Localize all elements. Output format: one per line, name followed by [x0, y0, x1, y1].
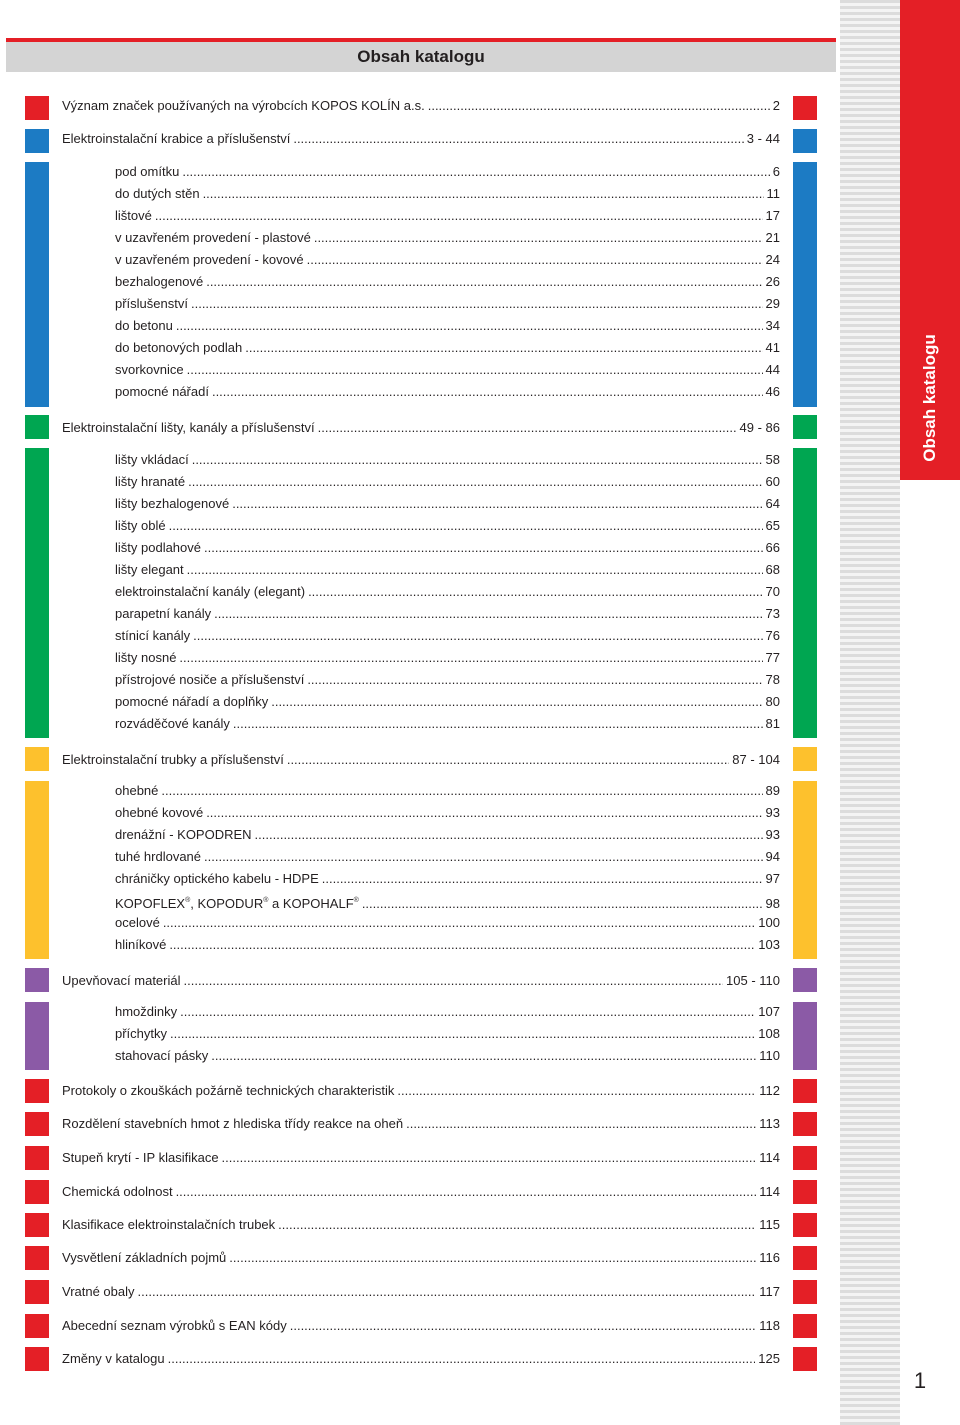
toc-page: 114 [759, 1150, 780, 1165]
toc-page: 34 [765, 318, 780, 333]
toc-subentry-label: stínicí kanály [115, 628, 191, 643]
toc-entry[interactable] [62, 1082, 780, 1100]
toc-leader-dots [176, 317, 763, 335]
toc-leader-dots [204, 848, 763, 866]
toc-section-title: Elektroinstalační lišty, kanály a příslušenství [62, 420, 315, 435]
toc-entry-title: Rozdělení stavebních hmot z hlediska třídy reakce na oheň [62, 1116, 404, 1131]
toc-page: 2 [772, 98, 780, 113]
toc-subentry-label: pod omítku [115, 164, 180, 179]
toc-page: 115 [759, 1217, 780, 1232]
toc-leader-dots [322, 870, 763, 888]
toc-subentry-label: lišty oblé [115, 518, 166, 533]
marker-right-yellow-header [793, 747, 817, 771]
toc-page: 77 [765, 650, 780, 665]
registered-mark: ® [353, 897, 359, 904]
toc-leader-dots [138, 1283, 757, 1301]
toc-page: 44 [765, 362, 780, 377]
toc-leader-dots [362, 895, 763, 913]
toc-page: 113 [759, 1116, 780, 1131]
toc-leader-dots [206, 804, 762, 822]
marker-left-red [25, 1079, 49, 1103]
label-part: a KOPOHALF [268, 896, 354, 911]
toc-page: 117 [759, 1284, 780, 1299]
toc-subentry-label: hliníkové [115, 937, 167, 952]
toc-entry[interactable] [62, 1249, 780, 1267]
toc-subentry-label: do betonu [115, 318, 173, 333]
toc-section-listy[interactable] [62, 419, 780, 437]
toc-leader-dots [307, 671, 762, 689]
toc-subentry[interactable] [115, 251, 780, 269]
marker-right-blue-header [793, 129, 817, 153]
toc-subentry[interactable] [115, 473, 780, 491]
side-stripe-decoration [840, 0, 900, 1425]
toc-subentry[interactable] [115, 782, 780, 800]
toc-page: 112 [759, 1083, 780, 1098]
marker-left-red [25, 1180, 49, 1204]
toc-subentry[interactable] [115, 1025, 780, 1043]
toc-leader-dots [397, 1082, 756, 1100]
toc-subentry[interactable] [115, 892, 780, 910]
toc-page: 125 [758, 1351, 780, 1366]
toc-leader-dots [222, 1149, 757, 1167]
page-title: Obsah katalogu [357, 47, 485, 66]
toc-section-krabice[interactable] [62, 130, 780, 148]
toc-leader-dots [169, 517, 763, 535]
toc-leader-dots [170, 1025, 755, 1043]
toc-subentry[interactable] [115, 539, 780, 557]
toc-subentry[interactable] [115, 317, 780, 335]
toc-page: 21 [765, 230, 780, 245]
toc-entry[interactable] [62, 1283, 780, 1301]
toc-subentry-label: lišty bezhalogenové [115, 496, 230, 511]
toc-leader-dots [203, 185, 764, 203]
toc-page: 81 [765, 716, 780, 731]
toc-subentry[interactable] [115, 804, 780, 822]
marker-right-red [793, 96, 817, 120]
toc-page: 29 [765, 296, 780, 311]
toc-page: 70 [765, 584, 780, 599]
toc-page: 64 [765, 496, 780, 511]
toc-subentry-label: do betonových podlah [115, 340, 243, 355]
toc-subentry[interactable] [115, 1003, 780, 1021]
registered-mark: ® [263, 897, 269, 904]
marker-right-red [793, 1314, 817, 1338]
toc-page: 26 [765, 274, 780, 289]
toc-subentry[interactable] [115, 207, 780, 225]
toc-subentry-label: bezhalogenové [115, 274, 204, 289]
marker-left-blue-header [25, 129, 49, 153]
toc-page: 107 [758, 1004, 780, 1019]
marker-right-blue-bar [793, 162, 817, 407]
toc-subentry-label: pomocné nářadí a doplňky [115, 694, 269, 709]
registered-mark: ® [185, 897, 191, 904]
toc-page: 46 [765, 384, 780, 399]
toc-leader-dots [193, 627, 762, 645]
toc-subentry[interactable] [115, 185, 780, 203]
toc-page: 103 [758, 937, 780, 952]
marker-right-red [793, 1180, 817, 1204]
toc-subentry-label: hmoždinky [115, 1004, 178, 1019]
marker-right-red [793, 1246, 817, 1270]
toc-subentry[interactable] [115, 561, 780, 579]
toc-leader-dots [308, 583, 762, 601]
marker-right-red [793, 1347, 817, 1371]
toc-leader-dots [293, 130, 743, 148]
toc-subentry[interactable] [115, 517, 780, 535]
toc-subentry-label: ohebné [115, 783, 159, 798]
toc-entry-vyznam[interactable] [62, 97, 780, 115]
toc-entry-title: Vratné obaly [62, 1284, 135, 1299]
toc-section-title: Elektroinstalační trubky a příslušenství [62, 752, 284, 767]
toc-page: 93 [765, 805, 780, 820]
toc-subentry-label: chráničky optického kabelu - HDPE [115, 871, 319, 886]
toc-leader-dots [233, 715, 763, 733]
toc-entry-title: Stupeň krytí - IP klasifikace [62, 1150, 219, 1165]
side-tab-label: Obsah katalogu [920, 334, 939, 462]
toc-leader-dots [188, 473, 762, 491]
marker-right-green-bar [793, 448, 817, 738]
toc-subentry-label: lišty vkládací [115, 452, 189, 467]
toc-subentry-label: lišty hranaté [115, 474, 186, 489]
marker-left-red [25, 1280, 49, 1304]
marker-left-purple-bar [25, 1002, 49, 1070]
toc-leader-dots [179, 649, 762, 667]
marker-left-blue-bar [25, 162, 49, 407]
toc-subentry-label: ocelové [115, 915, 160, 930]
toc-entry-title: Vysvětlení základních pojmů [62, 1250, 227, 1265]
toc-leader-dots [169, 936, 755, 954]
marker-left-red [25, 1347, 49, 1371]
toc-page: 100 [758, 915, 780, 930]
toc-page: 110 [759, 1048, 780, 1063]
toc-page: 80 [765, 694, 780, 709]
toc-page: 66 [765, 540, 780, 555]
marker-right-yellow-bar [793, 781, 817, 959]
marker-right-red [793, 1112, 817, 1136]
toc-entry-title: Abecední seznam výrobků s EAN kódy [62, 1318, 287, 1333]
toc-page: 68 [765, 562, 780, 577]
toc-subentry[interactable] [115, 848, 780, 866]
toc-page: 114 [759, 1184, 780, 1199]
toc-entry-title: Protokoly o zkouškách požárně technických charakteristik [62, 1083, 395, 1098]
toc-section-title: Elektroinstalační krabice a příslušenství [62, 131, 291, 146]
toc-subentry[interactable] [115, 627, 780, 645]
toc-page: 73 [765, 606, 780, 621]
toc-leader-dots [287, 751, 729, 769]
toc-leader-dots [271, 693, 762, 711]
toc-leader-dots [214, 605, 762, 623]
toc-leader-dots [182, 163, 769, 181]
toc-page: 116 [759, 1250, 780, 1265]
toc-leader-dots [184, 972, 724, 990]
toc-leader-dots [180, 1003, 755, 1021]
toc-page: 98 [765, 896, 780, 911]
toc-leader-dots [168, 1350, 756, 1368]
toc-subentry-label: svorkovnice [115, 362, 184, 377]
marker-right-red [793, 1079, 817, 1103]
toc-leader-dots [176, 1183, 757, 1201]
toc-page: 24 [765, 252, 780, 267]
toc-subentry-label: lišty podlahové [115, 540, 201, 555]
toc-page: 17 [765, 208, 780, 223]
toc-subentry[interactable] [115, 583, 780, 601]
toc-subentry-label: lišty nosné [115, 650, 177, 665]
toc-leader-dots [211, 1047, 756, 1065]
toc-subentry-label: elektroinstalační kanály (elegant) [115, 584, 306, 599]
toc-leader-dots [187, 561, 763, 579]
marker-left-green-bar [25, 448, 49, 738]
toc-leader-dots [163, 914, 755, 932]
toc-leader-dots [318, 419, 737, 437]
toc-entry[interactable] [62, 1317, 780, 1335]
toc-subentry[interactable] [115, 715, 780, 733]
toc-leader-dots [278, 1216, 756, 1234]
toc-subentry[interactable] [115, 671, 780, 689]
marker-left-purple-header [25, 968, 49, 992]
page-number: 1 [913, 1368, 927, 1393]
toc-entry-title: Chemická odolnost [62, 1184, 173, 1199]
toc-leader-dots [192, 451, 763, 469]
toc-subentry-label: rozváděčové kanály [115, 716, 230, 731]
toc-page: 97 [765, 871, 780, 886]
marker-right-red [793, 1213, 817, 1237]
toc-subentry-label: příslušenství [115, 296, 188, 311]
toc-leader-dots [212, 383, 763, 401]
marker-right-purple-bar [793, 1002, 817, 1070]
marker-right-red [793, 1146, 817, 1170]
toc-subentry-label: drenážní - KOPODREN [115, 827, 252, 842]
toc-subentry-label: pomocné nářadí [115, 384, 209, 399]
toc-entry[interactable] [62, 1115, 780, 1133]
toc-page: 105 - 110 [726, 973, 780, 988]
toc-page: 65 [765, 518, 780, 533]
toc-subentry-label: stahovací pásky [115, 1048, 209, 1063]
marker-left-red [25, 96, 49, 120]
toc-subentry-label: parapetní kanály [115, 606, 212, 621]
toc-section-trubky[interactable] [62, 751, 780, 769]
marker-left-red [25, 1213, 49, 1237]
toc-entry[interactable] [62, 1216, 780, 1234]
toc-page: 49 - 86 [739, 420, 780, 435]
toc-subentry[interactable] [115, 451, 780, 469]
toc-leader-dots [229, 1249, 756, 1267]
toc-subentry[interactable] [115, 163, 780, 181]
marker-left-red [25, 1112, 49, 1136]
toc-leader-dots [206, 273, 762, 291]
toc-page: 78 [765, 672, 780, 687]
toc-leader-dots [232, 495, 762, 513]
toc-page: 94 [765, 849, 780, 864]
marker-right-purple-header [793, 968, 817, 992]
toc-subentry[interactable] [115, 383, 780, 401]
toc-leader-dots [204, 539, 763, 557]
toc-leader-dots [406, 1115, 756, 1133]
toc-section-title: Upevňovací materiál [62, 973, 181, 988]
toc-page: 6 [772, 164, 780, 179]
toc-subentry[interactable] [115, 1047, 780, 1065]
toc-page: 89 [765, 783, 780, 798]
toc-page: 60 [765, 474, 780, 489]
toc-subentry-label [115, 892, 359, 913]
marker-left-red [25, 1246, 49, 1270]
marker-left-red [25, 1146, 49, 1170]
toc-leader-dots [155, 207, 763, 225]
toc-subentry-label: do dutých stěn [115, 186, 200, 201]
toc-subentry[interactable] [115, 361, 780, 379]
toc-subentry[interactable] [115, 914, 780, 932]
marker-right-green-header [793, 415, 817, 439]
toc-page: 41 [765, 340, 780, 355]
toc-entry[interactable] [62, 1149, 780, 1167]
toc-entry[interactable] [62, 1350, 780, 1368]
toc-subentry[interactable] [115, 826, 780, 844]
toc-page: 11 [766, 186, 780, 201]
toc-page: 118 [759, 1318, 780, 1333]
toc-leader-dots [161, 782, 762, 800]
toc-subentry[interactable] [115, 273, 780, 291]
toc-entry-title: Význam značek používaných na výrobcích KOPOS KOLÍN a.s. [62, 98, 425, 113]
toc-subentry-label: tuhé hrdlované [115, 849, 202, 864]
toc-page: 58 [765, 452, 780, 467]
toc-page: 3 - 44 [746, 131, 780, 146]
toc-leader-dots [187, 361, 763, 379]
toc-subentry-label: ohebné kovové [115, 805, 204, 820]
toc-page: 76 [765, 628, 780, 643]
toc-page: 108 [758, 1026, 780, 1041]
toc-subentry-label: v uzavřeném provedení - kovové [115, 252, 304, 267]
toc-subentry[interactable] [115, 295, 780, 313]
toc-leader-dots [245, 339, 762, 357]
toc-subentry[interactable] [115, 339, 780, 357]
toc-leader-dots [290, 1317, 757, 1335]
toc-page: 93 [765, 827, 780, 842]
toc-subentry[interactable] [115, 870, 780, 888]
toc-entry[interactable] [62, 1183, 780, 1201]
marker-left-green-header [25, 415, 49, 439]
label-part: KOPOFLEX [115, 896, 186, 911]
marker-left-yellow-bar [25, 781, 49, 959]
toc-subentry-label: příchytky [115, 1026, 168, 1041]
label-part: , KOPODUR [190, 896, 264, 911]
toc-subentry[interactable] [115, 495, 780, 513]
toc-leader-dots [191, 295, 763, 313]
toc-entry-title: Klasifikace elektroinstalačních trubek [62, 1217, 276, 1232]
toc-section-upevnovaci[interactable] [62, 972, 780, 990]
toc-leader-dots [255, 826, 763, 844]
marker-left-red [25, 1314, 49, 1338]
toc-subentry[interactable] [115, 936, 780, 954]
marker-left-yellow-header [25, 747, 49, 771]
toc-subentry[interactable] [115, 229, 780, 247]
toc-subentry[interactable] [115, 649, 780, 667]
toc-leader-dots [307, 251, 763, 269]
toc-leader-dots [428, 97, 770, 115]
toc-subentry-label: přístrojové nosiče a příslušenství [115, 672, 305, 687]
toc-subentry-label: lištové [115, 208, 152, 223]
toc-subentry-label: lišty elegant [115, 562, 184, 577]
toc-subentry[interactable] [115, 605, 780, 623]
toc-page: 87 - 104 [732, 752, 780, 767]
toc-leader-dots [314, 229, 763, 247]
toc-entry-title: Změny v katalogu [62, 1351, 165, 1366]
marker-right-red [793, 1280, 817, 1304]
side-tab-label-wrap [900, 0, 960, 480]
toc-subentry-label: v uzavřeném provedení - plastové [115, 230, 311, 245]
toc-subentry[interactable] [115, 693, 780, 711]
